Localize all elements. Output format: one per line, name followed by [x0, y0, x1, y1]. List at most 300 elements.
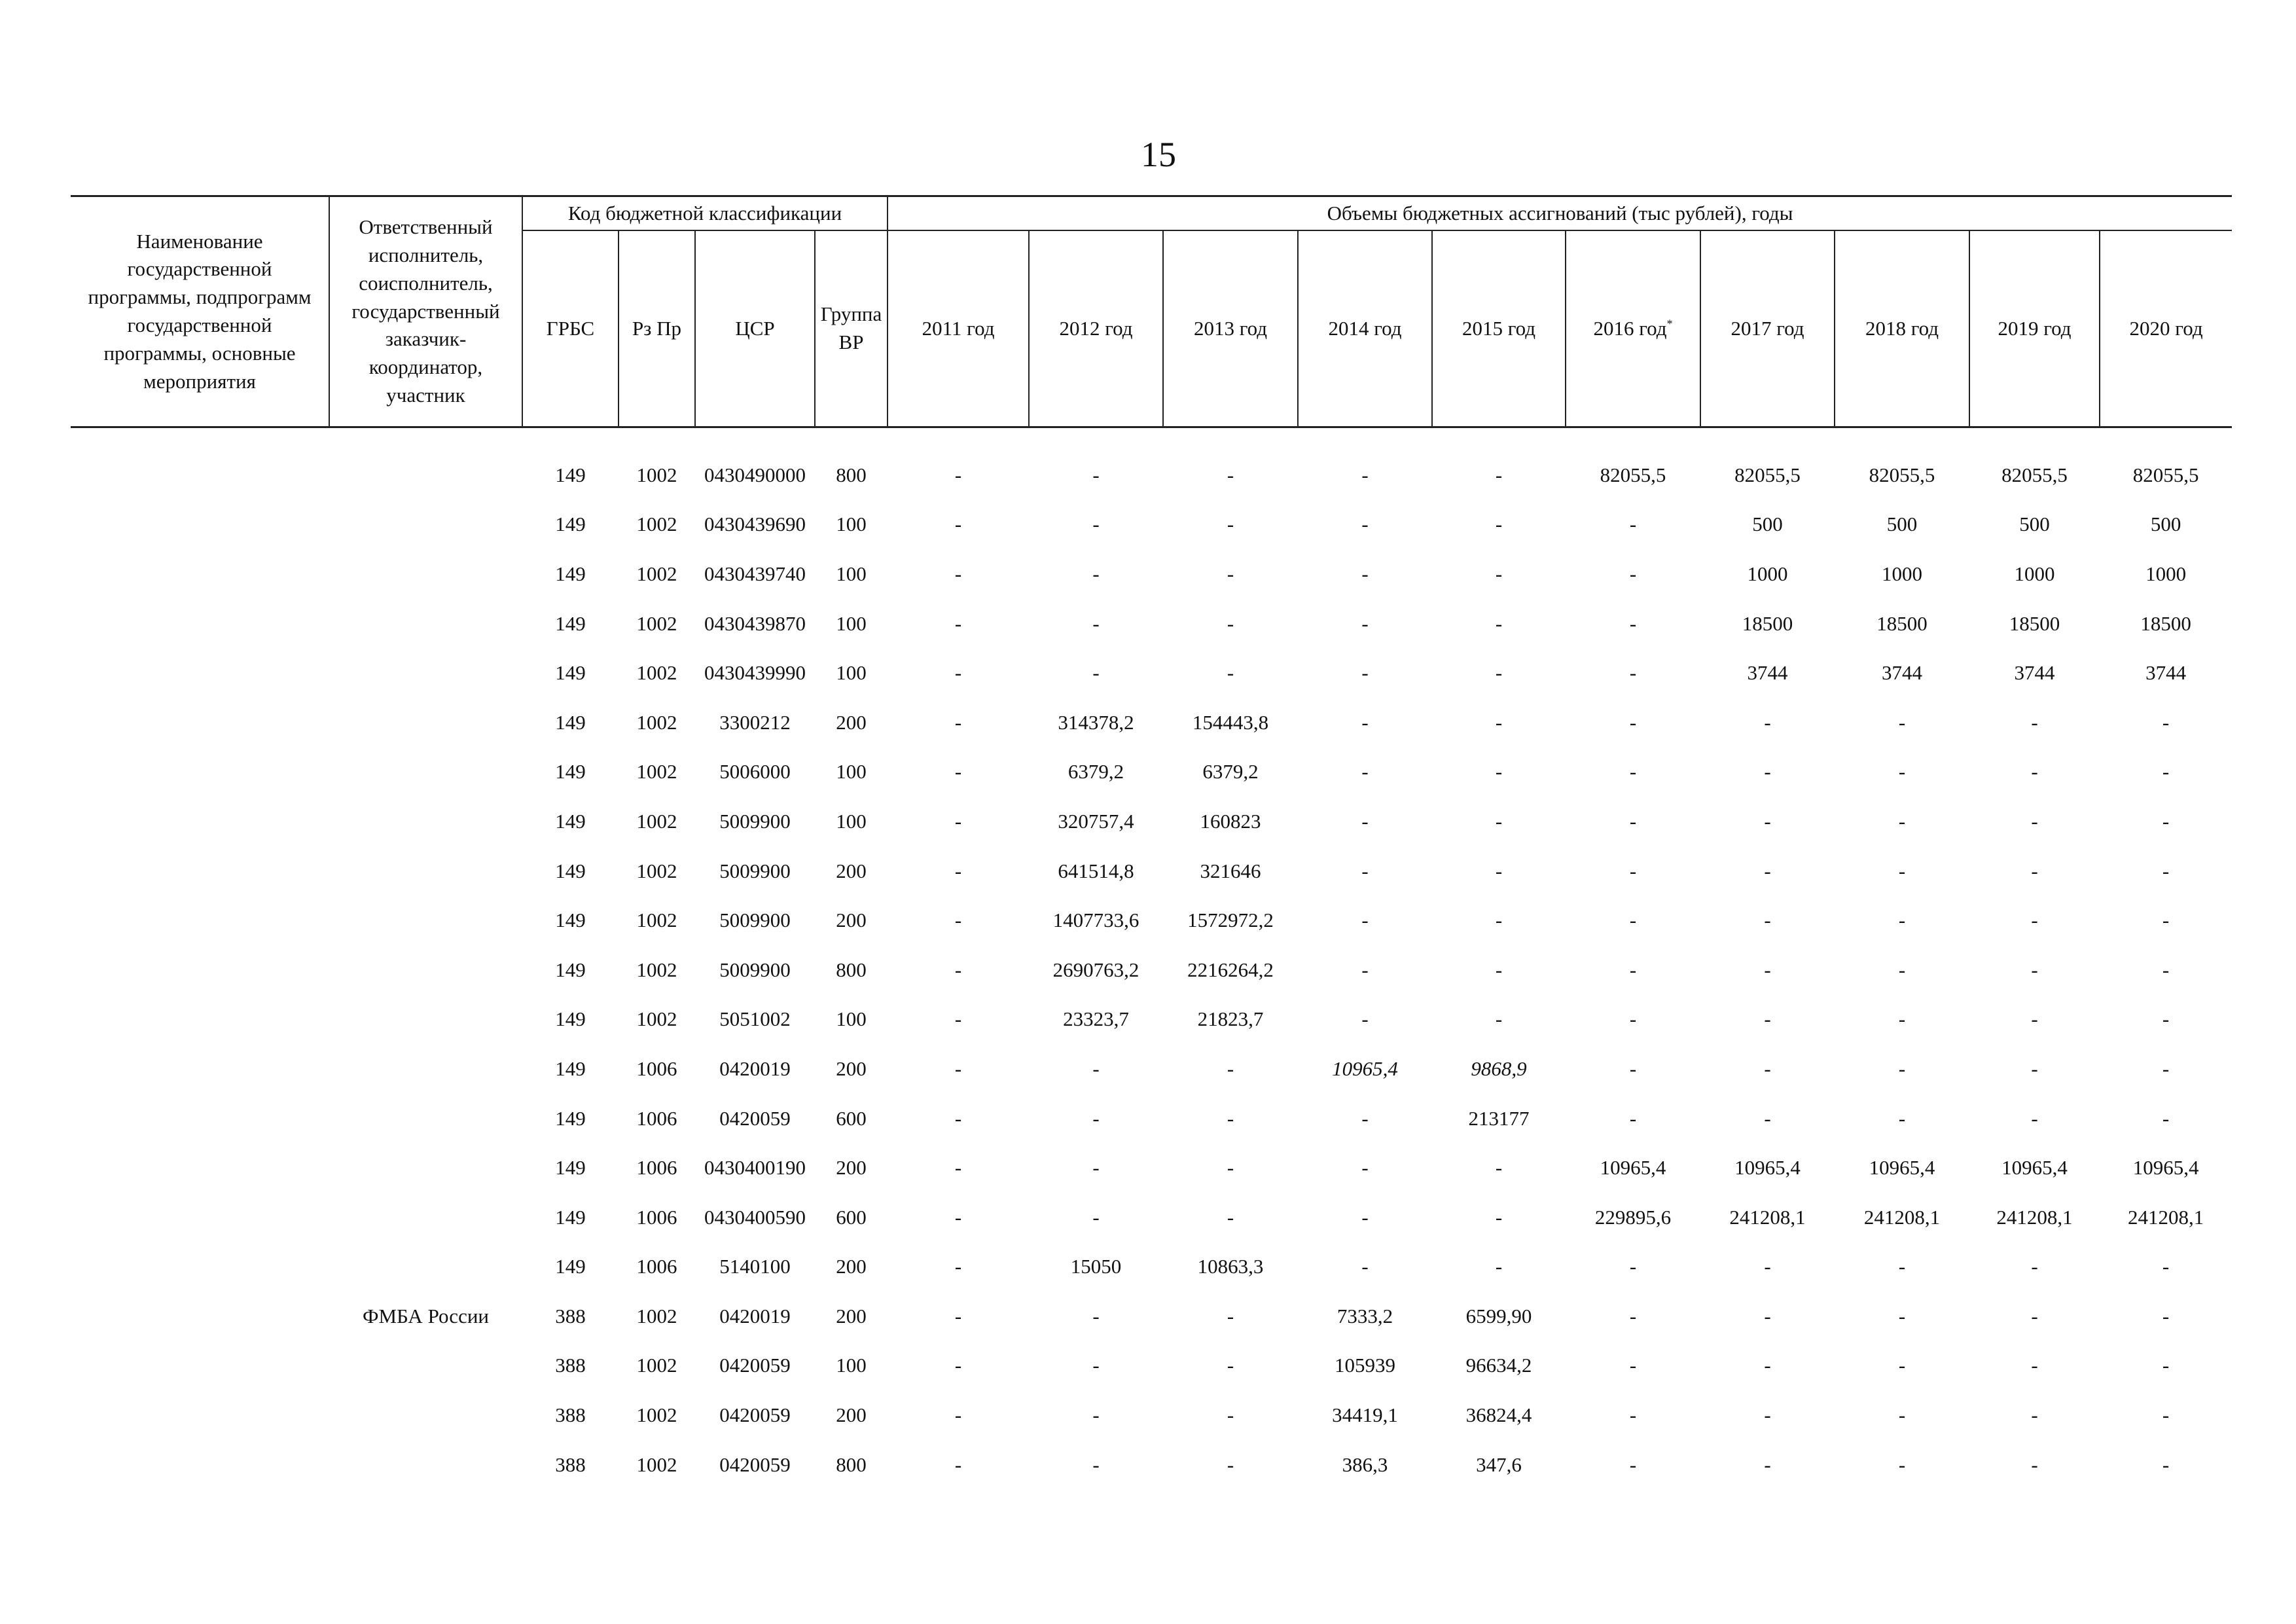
vr-cell: 800	[836, 463, 867, 486]
responsible-cell	[329, 1143, 522, 1193]
vr-cell: 600	[836, 1205, 867, 1229]
value-cell: -	[1495, 463, 1503, 486]
csr-cell: 0430439740	[704, 562, 806, 585]
value-cell: -	[954, 1106, 962, 1130]
vr-cell: 200	[836, 859, 867, 882]
grbs-cell: 149	[555, 611, 586, 635]
rzpr-cell: 1002	[636, 1453, 677, 1476]
responsible-cell	[329, 500, 522, 550]
grbs-cell: 149	[555, 513, 586, 536]
header-responsible: Ответственный исполнитель, соисполнитель, государственный заказчик-координатор, участник	[329, 196, 522, 427]
value-cell: -	[1227, 1354, 1234, 1377]
value-cell: -	[1629, 513, 1637, 536]
value-cell: -	[1629, 1007, 1637, 1031]
value-cell: 347,6	[1476, 1453, 1522, 1476]
value-cell: -	[2031, 760, 2038, 784]
csr-cell: 5009900	[719, 958, 791, 981]
value-cell: -	[2031, 1453, 2038, 1476]
value-cell: 6599,90	[1465, 1304, 1532, 1327]
vr-cell: 200	[836, 710, 867, 734]
value-cell: -	[1092, 1056, 1100, 1080]
value-cell: -	[954, 809, 962, 833]
vr-cell: 800	[836, 1453, 867, 1476]
vr-cell: 100	[836, 760, 867, 784]
program-name-cell	[71, 846, 329, 896]
value-cell: 2216264,2	[1187, 958, 1274, 981]
header-year: 2018 год	[1835, 230, 1969, 427]
value-cell: -	[1764, 909, 1771, 932]
responsible-cell	[329, 599, 522, 649]
value-cell: -	[1227, 1106, 1234, 1130]
value-cell: -	[1495, 1205, 1503, 1229]
responsible-cell	[329, 698, 522, 748]
table-row	[71, 748, 2232, 797]
value-cell: -	[1629, 809, 1637, 833]
value-cell: 18500	[1876, 611, 1928, 635]
value-cell: 3744	[2014, 661, 2055, 685]
program-name-cell	[71, 1242, 329, 1292]
value-cell: -	[1898, 859, 1906, 882]
value-cell: -	[1092, 661, 1100, 685]
header-year: 2019 год	[1969, 230, 2100, 427]
value-cell: 10965,4	[2132, 1156, 2199, 1180]
csr-cell: 5051002	[719, 1007, 791, 1031]
header-grbs: ГРБС	[522, 230, 619, 427]
value-cell: -	[1629, 1354, 1637, 1377]
value-cell: -	[1361, 661, 1369, 685]
value-cell: -	[2031, 1255, 2038, 1278]
rzpr-cell: 1002	[636, 1007, 677, 1031]
value-cell: -	[1092, 1205, 1100, 1229]
value-cell: -	[2162, 958, 2170, 981]
grbs-cell: 149	[555, 859, 586, 882]
grbs-cell: 388	[555, 1403, 586, 1427]
value-cell: -	[2031, 1106, 2038, 1130]
header-year: 2012 год	[1029, 230, 1163, 427]
csr-cell: 0430400190	[704, 1156, 806, 1180]
value-cell: -	[1629, 611, 1637, 635]
value-cell: -	[2162, 1255, 2170, 1278]
value-cell: -	[2031, 1354, 2038, 1377]
value-cell: -	[1898, 1354, 1906, 1377]
value-cell: -	[1764, 760, 1771, 784]
table-row	[71, 599, 2232, 649]
value-cell: -	[1361, 1255, 1369, 1278]
value-cell: 82055,5	[1869, 463, 1935, 486]
program-name-cell	[71, 995, 329, 1045]
value-cell: -	[1495, 809, 1503, 833]
value-cell: 96634,2	[1465, 1354, 1532, 1377]
rzpr-cell: 1002	[636, 611, 677, 635]
value-cell: 36824,4	[1465, 1403, 1532, 1427]
rzpr-cell: 1002	[636, 1403, 677, 1427]
csr-cell: 0420059	[719, 1453, 791, 1476]
value-cell: -	[1764, 1255, 1771, 1278]
table-body	[71, 427, 2232, 1490]
value-cell: 10965,4	[1600, 1156, 1666, 1180]
value-cell: 10965,4	[1869, 1156, 1935, 1180]
value-cell: -	[1361, 1007, 1369, 1031]
value-cell: -	[2162, 1354, 2170, 1377]
value-cell: 229895,6	[1594, 1205, 1672, 1229]
vr-cell: 200	[836, 1056, 867, 1080]
grbs-cell: 388	[555, 1453, 586, 1476]
value-cell: -	[2162, 710, 2170, 734]
value-cell: -	[1361, 710, 1369, 734]
value-cell: -	[1227, 1403, 1234, 1427]
rzpr-cell: 1006	[636, 1255, 677, 1278]
table-row	[71, 1242, 2232, 1292]
value-cell: -	[1361, 611, 1369, 635]
value-cell: -	[1898, 710, 1906, 734]
table-row	[71, 1390, 2232, 1440]
rzpr-cell: 1006	[636, 1205, 677, 1229]
program-name-cell	[71, 1390, 329, 1440]
value-cell: -	[1361, 809, 1369, 833]
rzpr-cell: 1002	[636, 1354, 677, 1377]
value-cell: -	[1629, 1403, 1637, 1427]
value-cell: -	[1495, 1255, 1503, 1278]
value-cell: -	[1898, 909, 1906, 932]
value-cell: -	[2031, 710, 2038, 734]
value-cell: 241208,1	[1863, 1205, 1941, 1229]
value-cell: 23323,7	[1063, 1007, 1129, 1031]
responsible-cell	[329, 895, 522, 945]
value-cell: -	[1764, 1403, 1771, 1427]
value-cell: -	[1495, 1007, 1503, 1031]
vr-cell: 100	[836, 661, 867, 685]
table-row	[71, 648, 2232, 698]
table-row	[71, 945, 2232, 995]
table-row	[71, 1094, 2232, 1144]
value-cell: -	[2031, 909, 2038, 932]
value-cell: -	[2031, 1007, 2038, 1031]
value-cell: -	[1764, 859, 1771, 882]
vr-cell: 200	[836, 1156, 867, 1180]
grbs-cell: 149	[555, 562, 586, 585]
csr-cell: 0430490000	[704, 463, 806, 486]
value-cell: -	[2031, 958, 2038, 981]
grbs-cell: 149	[555, 809, 586, 833]
value-cell: -	[1629, 909, 1637, 932]
value-cell: -	[1629, 1453, 1637, 1476]
value-cell: -	[954, 562, 962, 585]
table-row	[71, 995, 2232, 1045]
value-cell: -	[1092, 513, 1100, 536]
header-year: 2017 год	[1700, 230, 1835, 427]
value-cell: -	[1629, 562, 1637, 585]
table-row	[71, 500, 2232, 550]
program-name-cell	[71, 1044, 329, 1094]
value-cell: -	[1629, 661, 1637, 685]
value-cell: 18500	[2009, 611, 2060, 635]
header-year	[1566, 230, 1700, 427]
value-cell: -	[2162, 909, 2170, 932]
value-cell: 82055,5	[2132, 463, 2199, 486]
table-row	[71, 1440, 2232, 1490]
value-cell: -	[954, 1056, 962, 1080]
value-cell: -	[954, 859, 962, 882]
value-cell: -	[1361, 909, 1369, 932]
value-cell: -	[954, 1354, 962, 1377]
value-cell: -	[1629, 1255, 1637, 1278]
responsible-cell	[329, 1440, 522, 1490]
value-cell: 1000	[2014, 562, 2055, 585]
value-cell: -	[1092, 611, 1100, 635]
value-cell: -	[954, 463, 962, 486]
csr-cell: 0420019	[719, 1304, 791, 1327]
header-rzpr: Рз Пр	[619, 230, 695, 427]
value-cell: -	[1227, 463, 1234, 486]
responsible-cell	[329, 995, 522, 1045]
value-cell: -	[1092, 1453, 1100, 1476]
table-row	[71, 1291, 2232, 1341]
value-cell: -	[954, 1205, 962, 1229]
program-name-cell	[71, 748, 329, 797]
responsible-cell	[329, 1390, 522, 1440]
value-cell: -	[2031, 859, 2038, 882]
value-cell: -	[1495, 562, 1503, 585]
value-cell: -	[954, 513, 962, 536]
program-name-cell	[71, 1291, 329, 1341]
program-name-cell	[71, 1440, 329, 1490]
value-cell: -	[1227, 1304, 1234, 1327]
header-csr: ЦСР	[695, 230, 815, 427]
value-cell: -	[1898, 1056, 1906, 1080]
table-row	[71, 1193, 2232, 1242]
value-cell: 1000	[1747, 562, 1788, 585]
value-cell: 241208,1	[1996, 1205, 2073, 1229]
responsible-cell: ФМБА России	[362, 1304, 490, 1327]
value-cell: -	[1764, 1354, 1771, 1377]
vr-cell: 100	[836, 809, 867, 833]
value-cell: -	[1227, 1453, 1234, 1476]
grbs-cell: 149	[555, 1205, 586, 1229]
value-cell: 321646	[1200, 859, 1261, 882]
value-cell: -	[1495, 859, 1503, 882]
value-cell: 105939	[1335, 1354, 1396, 1377]
value-cell: -	[1092, 1304, 1100, 1327]
rzpr-cell: 1002	[636, 562, 677, 585]
value-cell: -	[954, 710, 962, 734]
program-name-cell	[71, 599, 329, 649]
value-cell: -	[1629, 710, 1637, 734]
value-cell: -	[1227, 1205, 1234, 1229]
responsible-cell	[329, 846, 522, 896]
program-name-cell	[71, 549, 329, 599]
value-cell: -	[1764, 1304, 1771, 1327]
value-cell: -	[1092, 1354, 1100, 1377]
rzpr-cell: 1002	[636, 513, 677, 536]
grbs-cell: 149	[555, 710, 586, 734]
value-cell: -	[1361, 1205, 1369, 1229]
value-cell: -	[1898, 1304, 1906, 1327]
value-cell: 82055,5	[2001, 463, 2068, 486]
table-row	[71, 895, 2232, 945]
value-cell: -	[1227, 661, 1234, 685]
responsible-cell	[329, 1193, 522, 1242]
grbs-cell: 149	[555, 1156, 586, 1180]
csr-cell: 5140100	[719, 1255, 791, 1278]
table-row	[71, 1143, 2232, 1193]
value-cell: -	[1092, 1106, 1100, 1130]
csr-cell: 0430439690	[704, 513, 806, 536]
value-cell: 3744	[1747, 661, 1788, 685]
responsible-cell	[329, 1044, 522, 1094]
csr-cell: 0420059	[719, 1354, 791, 1377]
value-cell: -	[1764, 710, 1771, 734]
grbs-cell: 149	[555, 1106, 586, 1130]
value-cell: -	[1898, 760, 1906, 784]
value-cell: -	[1495, 1156, 1503, 1180]
header-year: 2013 год	[1163, 230, 1298, 427]
value-cell: -	[1361, 463, 1369, 486]
value-cell: -	[1898, 1106, 1906, 1130]
value-cell: -	[954, 909, 962, 932]
value-cell: -	[2031, 1056, 2038, 1080]
value-cell: -	[1495, 710, 1503, 734]
program-name-cell	[71, 1143, 329, 1193]
value-cell: -	[1764, 1007, 1771, 1031]
csr-cell: 0430400590	[704, 1205, 806, 1229]
vr-cell: 100	[836, 1007, 867, 1031]
value-cell: -	[1361, 958, 1369, 981]
value-cell: 18500	[2140, 611, 2191, 635]
value-cell: -	[2162, 1403, 2170, 1427]
value-cell: -	[1898, 1403, 1906, 1427]
rzpr-cell: 1002	[636, 1304, 677, 1327]
value-cell: -	[1361, 1106, 1369, 1130]
responsible-cell	[329, 797, 522, 846]
value-cell: -	[1629, 1056, 1637, 1080]
value-cell: -	[1361, 513, 1369, 536]
value-cell: 241208,1	[1729, 1205, 1806, 1229]
program-name-cell	[71, 1094, 329, 1144]
grbs-cell: 388	[555, 1354, 586, 1377]
vr-cell: 600	[836, 1106, 867, 1130]
rzpr-cell: 1002	[636, 809, 677, 833]
value-cell: -	[954, 1156, 962, 1180]
responsible-cell	[329, 450, 522, 500]
value-cell: 1000	[2145, 562, 2187, 585]
value-cell: 500	[2150, 513, 2181, 536]
value-cell: -	[1764, 1453, 1771, 1476]
value-cell: -	[1361, 1156, 1369, 1180]
program-name-cell	[71, 500, 329, 550]
grbs-cell: 149	[555, 463, 586, 486]
header-year: 2014 год	[1298, 230, 1432, 427]
value-cell: -	[954, 1304, 962, 1327]
value-cell: 1572972,2	[1187, 909, 1274, 932]
value-cell: -	[1227, 611, 1234, 635]
table-row	[71, 698, 2232, 748]
grbs-cell: 149	[555, 1056, 586, 1080]
header-vr: Группа ВР	[815, 230, 888, 427]
table-row	[71, 846, 2232, 896]
footnote-mark: *	[1666, 317, 1673, 331]
value-cell: 241208,1	[2127, 1205, 2204, 1229]
value-cell: -	[2162, 1106, 2170, 1130]
csr-cell: 3300212	[719, 710, 791, 734]
csr-cell: 0420059	[719, 1403, 791, 1427]
value-cell: 82055,5	[1734, 463, 1801, 486]
value-cell: -	[1898, 809, 1906, 833]
rzpr-cell: 1002	[636, 859, 677, 882]
header-volumes: Объемы бюджетных ассигнований (тыс рублей), годы	[888, 196, 2232, 231]
page-number: 15	[1141, 135, 1176, 174]
value-cell: -	[1495, 958, 1503, 981]
value-cell: 3744	[2145, 661, 2187, 685]
csr-cell: 5009900	[719, 909, 791, 932]
header-year: 2011 год	[888, 230, 1029, 427]
vr-cell: 200	[836, 909, 867, 932]
value-cell: -	[954, 611, 962, 635]
value-cell: -	[1227, 1156, 1234, 1180]
grbs-cell: 149	[555, 1007, 586, 1031]
value-cell: -	[1092, 463, 1100, 486]
header-year: 2015 год	[1432, 230, 1566, 427]
value-cell: -	[1495, 513, 1503, 536]
value-cell: 386,3	[1342, 1453, 1388, 1476]
value-cell: 500	[1752, 513, 1783, 536]
value-cell: 160823	[1200, 809, 1261, 833]
program-name-cell	[71, 698, 329, 748]
value-cell: -	[2162, 1453, 2170, 1476]
value-cell: -	[1495, 760, 1503, 784]
rzpr-cell: 1006	[636, 1156, 677, 1180]
value-cell: -	[1227, 513, 1234, 536]
value-cell: -	[1629, 760, 1637, 784]
rzpr-cell: 1002	[636, 463, 677, 486]
value-cell: -	[1898, 1255, 1906, 1278]
table-row	[71, 1341, 2232, 1391]
value-cell: 154443,8	[1192, 710, 1269, 734]
value-cell: -	[1495, 611, 1503, 635]
value-cell: -	[1092, 1156, 1100, 1180]
rzpr-cell: 1002	[636, 710, 677, 734]
csr-cell: 0430439990	[704, 661, 806, 685]
program-name-cell	[71, 1193, 329, 1242]
table-row	[71, 450, 2232, 500]
vr-cell: 200	[836, 1255, 867, 1278]
header-year: 2020 год	[2100, 230, 2232, 427]
value-cell: -	[2162, 760, 2170, 784]
vr-cell: 200	[836, 1403, 867, 1427]
value-cell: 10965,4	[1734, 1156, 1801, 1180]
value-cell: -	[1495, 909, 1503, 932]
value-cell: -	[1629, 958, 1637, 981]
value-cell: -	[1495, 661, 1503, 685]
value-cell: -	[1898, 958, 1906, 981]
rzpr-cell: 1002	[636, 760, 677, 784]
program-name-cell	[71, 1341, 329, 1391]
responsible-cell	[329, 1242, 522, 1292]
table-row	[71, 549, 2232, 599]
value-cell: 21823,7	[1197, 1007, 1264, 1031]
responsible-cell	[329, 945, 522, 995]
value-cell: -	[1764, 1056, 1771, 1080]
value-cell: -	[954, 1255, 962, 1278]
value-cell: 1407733,6	[1052, 909, 1139, 932]
value-cell: -	[1764, 809, 1771, 833]
program-name-cell	[71, 450, 329, 500]
value-cell: -	[954, 1007, 962, 1031]
responsible-cell	[329, 549, 522, 599]
value-cell: 15050	[1070, 1255, 1122, 1278]
value-cell: 82055,5	[1600, 463, 1666, 486]
value-cell: 2690763,2	[1052, 958, 1139, 981]
grbs-cell: 149	[555, 760, 586, 784]
